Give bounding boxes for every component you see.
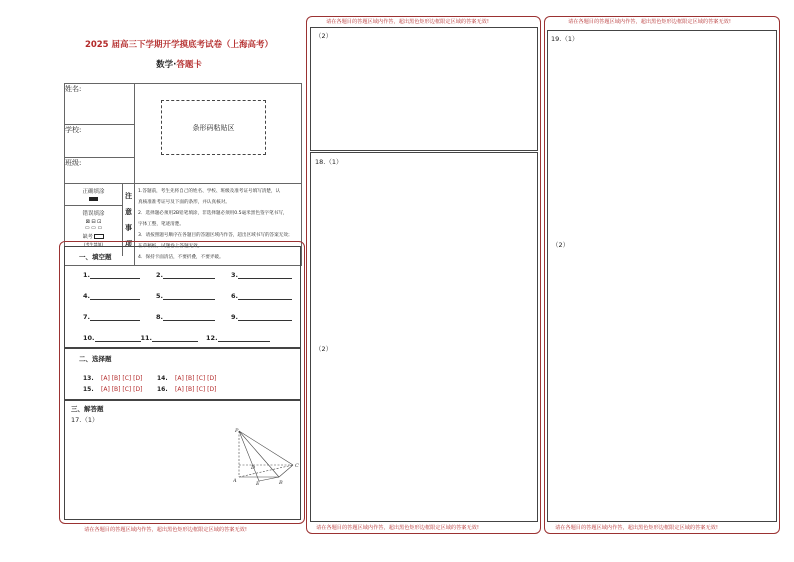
vertex-label-d: D — [251, 465, 256, 471]
answer-blank[interactable] — [90, 313, 140, 321]
vertex-label-p: P — [235, 428, 239, 434]
q19-part2-label: （2） — [552, 241, 570, 249]
mcq-num: 16. — [157, 386, 168, 393]
fill-num: 3. — [231, 271, 238, 279]
fill-num: 8. — [156, 313, 163, 321]
answer-blank[interactable] — [90, 271, 140, 279]
q18-part2-label: （2） — [315, 345, 333, 353]
section2-title: 二、选择题 — [79, 355, 112, 363]
name-label: 姓名: — [65, 85, 82, 93]
boundary-warning-middle-bottom: 请在各题目的答题区域内作答，超出黑色矩形边框限定区域的答案无效! — [316, 525, 479, 531]
pyramid-figure — [233, 425, 301, 485]
name-cell[interactable] — [65, 84, 135, 125]
student-info-table — [64, 83, 302, 266]
section3-title: 三、解答题 — [71, 405, 104, 413]
wrong-fill-label: 错误填涂 — [82, 211, 105, 217]
boundary-warning-middle-top: 请在各题目的答题区域内作答，超出黑色矩形边框限定区域的答案无效! — [326, 19, 489, 25]
answer-card-label: 答题卡 — [176, 60, 202, 70]
fill-num: 2. — [156, 271, 163, 279]
notice-char: 事 — [125, 224, 132, 232]
mcq-num: 15. — [83, 386, 94, 393]
notice-line: 真核准准考证号及下面的条形，并认真核对。 — [138, 200, 230, 205]
absent-label: 缺考 — [82, 234, 93, 240]
vertex-label-a: A — [233, 478, 237, 484]
q18-part1-label: 18.（1） — [315, 158, 343, 166]
fill-num: 7. — [83, 313, 90, 321]
mcq-num: 13. — [83, 375, 94, 382]
fill-num: 11. — [140, 334, 153, 342]
barcode-area — [161, 100, 266, 155]
absent-note: (考生禁填) — [83, 242, 104, 247]
answer-blank[interactable] — [90, 292, 140, 300]
answer-blank[interactable] — [238, 313, 292, 321]
fill-num: 1. — [83, 271, 90, 279]
fill-num: 9. — [231, 313, 238, 321]
school-label: 学校: — [65, 126, 82, 134]
notice-line: 在草稿纸、试题卷上答题无效。 — [138, 244, 203, 249]
section1-title: 一、填空题 — [79, 253, 112, 261]
boundary-warning-left: 请在各题目的答题区域内作答，超出黑色矩形边框限定区域的答案无效! — [84, 527, 247, 533]
mcq-options[interactable]: [A] [B] [C] [D] — [175, 386, 217, 393]
answer-blank[interactable] — [218, 334, 270, 342]
fill-row — [83, 271, 298, 292]
answer-blank[interactable] — [238, 271, 292, 279]
q17-part1-label: 17.（1） — [71, 416, 99, 424]
mcq-options[interactable]: [A] [B] [C] [D] — [175, 375, 217, 382]
boundary-warning-right-top: 请在各题目的答题区域内作答，超出黑色矩形边框限定区域的答案无效! — [568, 19, 731, 25]
card-subtitle — [60, 58, 298, 70]
filled-mark-icon — [89, 197, 98, 201]
notice-line: 1.答题前，考生先将自己的姓名、学校、班级及准考证号填写清楚，认 — [138, 189, 281, 194]
notice-line: 4．保持卡面清洁，不要折叠，不要弄破。 — [138, 255, 224, 260]
free-response-section — [64, 400, 301, 520]
exam-title: 2025 届高三下学期开学摸底考试卷（上海高考） — [84, 40, 274, 50]
mcq-num: 14. — [157, 375, 168, 382]
vertex-label-c: C — [295, 463, 299, 469]
notice-char: 项 — [125, 240, 132, 248]
multiple-choice-section — [64, 348, 301, 400]
class-label: 班级: — [65, 159, 82, 167]
class-cell[interactable] — [65, 158, 135, 184]
fill-in-grid — [83, 271, 298, 355]
mcq-options[interactable]: [A] [B] [C] [D] — [101, 375, 143, 382]
absent-row — [65, 233, 122, 240]
q19-box[interactable] — [547, 30, 777, 522]
absent-checkbox[interactable] — [94, 234, 104, 239]
mcq-options[interactable]: [A] [B] [C] [D] — [101, 386, 143, 393]
answer-blank[interactable] — [238, 292, 292, 300]
notice-line: 2．选择题必须用2B铅笔填涂，非选择题必须用0.5毫米黑色签字笔书写， — [138, 211, 288, 216]
fill-num: 6. — [231, 292, 238, 300]
notice-line: 字体工整，笔迹清楚。 — [138, 222, 184, 227]
correct-fill-example — [65, 184, 122, 206]
mcq-grid — [83, 373, 283, 395]
school-cell[interactable] — [65, 125, 135, 158]
answer-blank[interactable] — [152, 334, 198, 342]
fill-num: 4. — [83, 292, 90, 300]
barcode-label: 条形码粘贴区 — [192, 123, 235, 132]
vertex-label-e: E — [256, 481, 260, 485]
q17-part2-box[interactable] — [310, 27, 538, 151]
vertex-label-b: B — [279, 480, 283, 485]
mcq-row — [83, 373, 283, 384]
answer-blank[interactable] — [163, 313, 215, 321]
barcode-cell — [135, 84, 302, 184]
notice-char: 意 — [125, 208, 132, 216]
q19-part1-label: 19.（1） — [551, 35, 579, 43]
fill-in-section — [64, 246, 301, 348]
fill-row — [83, 292, 298, 313]
mcq-row — [83, 384, 283, 395]
fill-num: 10. — [83, 334, 95, 342]
fill-num: 12. — [206, 334, 218, 342]
fill-num: 5. — [156, 292, 163, 300]
answer-blank[interactable] — [95, 334, 141, 342]
wrong-mark-icons: ⊠ ⊟ ⊡ ▭ ▭ ▭ — [84, 219, 103, 231]
notice-line: 3．请按照题号顺序在各题目的答题区域内作答，超出区域书写的答案无效； — [138, 233, 293, 238]
correct-fill-label: 正确填涂 — [82, 189, 105, 195]
subject-name: 数学 — [156, 60, 174, 70]
q17-part2-label: （2） — [315, 32, 333, 40]
subtitle-dot: · — [173, 60, 177, 70]
notice-char: 注 — [125, 192, 132, 200]
fill-row — [83, 313, 298, 334]
answer-blank[interactable] — [163, 271, 215, 279]
answer-blank[interactable] — [163, 292, 215, 300]
boundary-warning-right-bottom: 请在各题目的答题区域内作答，超出黑色矩形边框限定区域的答案无效! — [555, 525, 718, 531]
q18-box[interactable] — [310, 152, 538, 522]
